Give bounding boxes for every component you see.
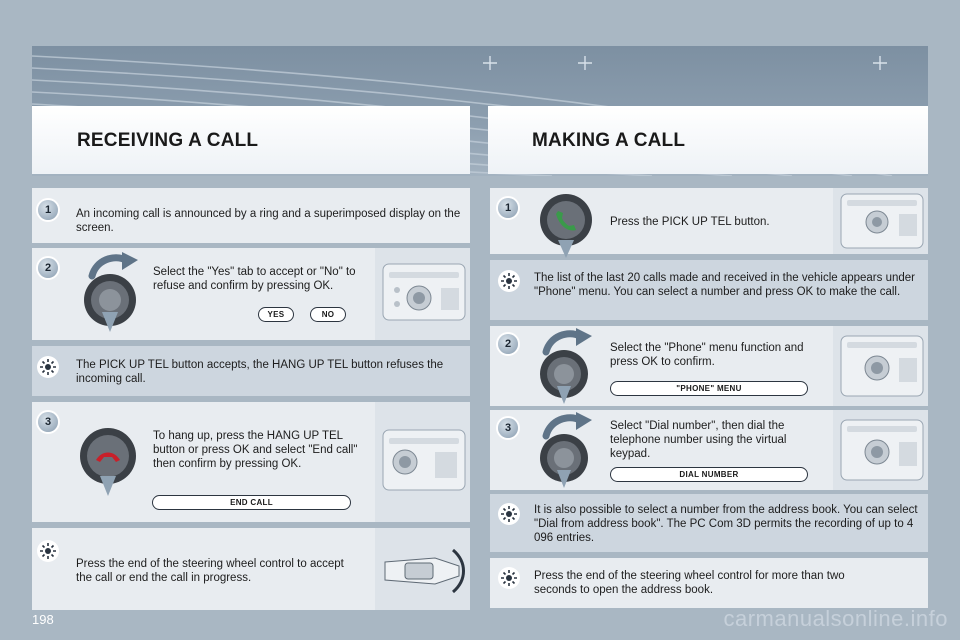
radio-console-icon [833, 326, 928, 406]
receiving-step-1 [32, 188, 470, 243]
radio-console-icon [833, 410, 928, 490]
sun-tip-icon [37, 540, 59, 562]
number-circle-icon: 2 [38, 258, 58, 278]
radio-console-icon [833, 188, 928, 254]
step-text: Select the "Phone" menu function and press OK to confirm. [610, 342, 804, 368]
radio-console-icon [375, 248, 470, 340]
making-step-2 [490, 326, 928, 406]
number-circle-icon: 1 [38, 200, 58, 220]
making-tip-3 [490, 558, 928, 608]
making-title-panel [488, 106, 928, 174]
step-text: Select "Dial number", then dial the telephone number using the virtual keypad. [610, 420, 787, 460]
step-text: Select the "Yes" tab to accept or "No" to refuse and confirm by pressing OK. [153, 266, 356, 292]
radio-console-icon [375, 402, 470, 522]
step-text: An incoming call is announced by a ring and a superimposed display on the screen. [76, 208, 461, 234]
step-text: Press the PICK UP TEL button. [610, 216, 770, 228]
making-tip-1 [490, 260, 928, 320]
tip-text: Press the end of the steering wheel control for more than two seconds to open the address book. [534, 570, 845, 596]
receiving-step-3 [32, 402, 470, 522]
yes-tab: YES [258, 307, 294, 322]
section-title-receiving: RECEIVING A CALL [77, 130, 259, 151]
watermark-text[interactable]: carmanualsonline.info [723, 606, 948, 631]
receiving-title-panel [32, 106, 470, 174]
dial-number-tab: DIAL NUMBER [610, 467, 808, 482]
making-step-3 [490, 410, 928, 490]
sun-tip-icon [37, 356, 59, 378]
sun-tip-icon [498, 567, 520, 589]
receiving-tip-1 [32, 346, 470, 396]
tip-text: The list of the last 20 calls made and received in the vehicle appears under "Phone" menu. You can select a number and press OK to make the call. [534, 272, 915, 298]
steering-wheel-stalk-icon [375, 528, 470, 610]
page-number: 198 [32, 612, 54, 627]
receiving-step-2 [32, 248, 470, 340]
tip-text: Press the end of the steering wheel control to accept the call or end the call in progress. [76, 558, 344, 584]
making-tip-2 [490, 494, 928, 552]
end-call-tab: END CALL [152, 495, 351, 510]
number-circle-icon: 3 [498, 418, 518, 438]
number-circle-icon: 1 [498, 198, 518, 218]
making-step-1 [490, 188, 928, 254]
section-title-making: MAKING A CALL [532, 130, 686, 151]
tip-text: It is also possible to select a number from the address book. You can select "Dial from address book". The PC Com 3D permits the recording of up to 4 096 entries. [534, 504, 918, 544]
no-tab: NO [310, 307, 346, 322]
phone-menu-tab: "PHONE" MENU [610, 381, 808, 396]
number-circle-icon: 2 [498, 334, 518, 354]
sun-tip-icon [498, 503, 520, 525]
tip-text: The PICK UP TEL button accepts, the HANG UP TEL button refuses the incoming call. [76, 359, 444, 385]
receiving-tip-2 [32, 528, 470, 610]
number-circle-icon: 3 [38, 412, 58, 432]
sun-tip-icon [498, 270, 520, 292]
step-text: To hang up, press the HANG UP TEL button or press OK and select "End call" then confirm by pressing OK. [153, 430, 358, 470]
